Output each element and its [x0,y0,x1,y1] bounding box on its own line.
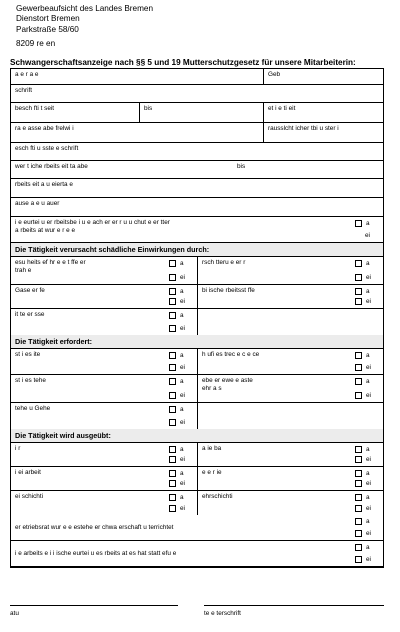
criterion-label: it te er sse [15,311,45,318]
field-work-area[interactable]: rbeits eit a u eierta e [15,181,73,188]
final-rows [11,515,383,567]
final-question: i e arbeits e i i ische eurtei u es rbeits at es hat statt efu e [15,549,177,557]
yes-no-options [353,491,383,515]
section-hazards: Die Tätigkeit verursacht schädliche Einwirkungen durch: [11,243,383,257]
option-nein[interactable]: ei [169,324,195,333]
pregnancy-notice-form [10,68,384,568]
criterion-cell [197,257,383,284]
checkbox[interactable] [169,298,176,305]
criterion-label: ehrschichti [202,493,233,500]
criterion-cell [11,491,197,515]
yes-no-options [167,257,197,284]
checkbox[interactable] [355,298,362,305]
row-employment [11,103,383,123]
field-due-date[interactable]: et i e ti eit [263,103,383,122]
checkbox[interactable] [169,419,176,426]
checkbox[interactable] [355,288,362,295]
option-ja[interactable]: a [169,377,195,386]
checkbox[interactable] [169,378,176,385]
option-nein[interactable]: ei [355,529,381,538]
option-nein[interactable]: ei [169,479,195,488]
row-work-area [11,179,383,198]
option-nein[interactable]: ei [355,479,381,488]
assessment-options [353,217,383,242]
checkbox[interactable] [169,456,176,463]
criterion-label: esu heits ef hr e e t ffe er trah e [15,259,86,274]
checkbox[interactable] [169,352,176,359]
option-nein[interactable]: ei [355,504,381,513]
final-question: er etriebsrat wur e e estehe er chwa erschaft u terrichtet [15,523,174,531]
option-ja[interactable]: a [169,493,195,502]
checkbox[interactable] [355,544,362,551]
criterion-label: bi ische rbeitsst ffe [202,287,255,294]
criterion-cell [11,285,197,308]
option-ja[interactable]: a [355,517,381,526]
yes-no-options [167,309,197,335]
yes-no-options [353,285,383,308]
option-nein[interactable]: ei [169,273,195,282]
criterion-label: rsch tteru e er r [202,259,246,266]
criterion-cell [197,285,383,308]
assessment-question: i e eurtei u er rbeitsbe i u e ach er er r u u chut e er tter a rbeits at wur e r e e [15,219,170,234]
row-address [11,85,383,103]
criterion-row [11,285,383,309]
date-line[interactable]: atu [10,605,178,617]
criterion-row [11,349,383,375]
checkbox[interactable] [169,470,176,477]
yes-no-options [353,349,383,374]
option-ja[interactable]: a [169,469,195,478]
checkbox[interactable] [169,480,176,487]
option-nein[interactable]: ei [355,297,381,306]
row-name [11,69,383,85]
option-nein[interactable]: ei [355,555,381,564]
row-work-hours [11,161,383,179]
option-ja[interactable]: a [355,287,381,296]
criterion-row [11,257,383,285]
criterion-label: h ufi es trec e c e ce [202,351,260,358]
yes-no-options [167,375,197,402]
field-expected-delivery[interactable]: rausslcht icher tbi u ster i [263,123,383,142]
criterion-cell [11,257,197,284]
option-ja[interactable]: a [169,287,195,296]
checkbox[interactable] [355,378,362,385]
yes-no-options [167,349,197,374]
checkbox[interactable] [169,260,176,267]
yes-no-options [353,375,383,402]
criterion-label: e e r ie [202,469,222,476]
yes-no-options [353,467,383,490]
section-requires: Die Tätigkeit erfordert: [11,335,383,349]
option-ja[interactable]: a [355,377,381,386]
criterion-cell [197,375,383,402]
field-address[interactable]: schrift [15,87,33,94]
checkbox[interactable] [355,260,362,267]
checkbox[interactable] [355,456,362,463]
field-employed-until[interactable]: bis [139,103,263,122]
criterion-label [198,403,383,429]
checkbox[interactable] [355,505,362,512]
option-nein[interactable]: ei [169,363,195,372]
yes-no-options [167,491,197,515]
checkbox[interactable] [169,274,176,281]
option-ja[interactable]: a [355,493,381,502]
criterion-label: ebe er ewe e aste ehr a s [202,377,253,392]
option-ja[interactable]: a [355,543,381,552]
criterion-cell [197,467,383,490]
criterion-cell [11,443,197,466]
assessment-row [11,217,383,243]
authority-name: Gewerbeaufsicht des Landes Bremen [16,4,153,13]
checkbox[interactable] [355,274,362,281]
option-nein[interactable]: ei [169,504,195,513]
checkbox[interactable] [169,494,176,501]
option-nein[interactable]: ei [355,455,381,464]
criterion-label: a ie ba [202,445,222,452]
criterion-cell [11,349,197,374]
checkbox[interactable] [169,406,176,413]
option-nein[interactable]: ei [355,363,381,372]
option-ja[interactable]: a [169,259,195,268]
criterion-cell [197,443,383,466]
option-ja[interactable]: a [169,445,195,454]
option-nein[interactable]: ei [169,455,195,464]
criterion-label: i ei arbeit [15,469,41,476]
yes-no-options [353,443,383,466]
yes-no-options [353,515,383,540]
checkbox[interactable] [169,364,176,371]
field-break[interactable]: ause a e u auer [15,200,60,207]
option-ja[interactable]: a [355,445,381,454]
option-ja[interactable]: a [355,259,381,268]
section-performed: Die Tätigkeit wird ausgeübt: [11,429,383,443]
yes-no-options [167,467,197,490]
option-nein[interactable]: ei [169,418,195,427]
criterion-label: st i es ite [15,351,41,358]
checkbox[interactable] [169,392,176,399]
option-nein[interactable]: ei [355,391,381,400]
criterion-row [11,403,383,429]
final-row [11,541,383,567]
option-ja[interactable]: a [355,351,381,360]
checkbox[interactable] [355,470,362,477]
form-title: Schwangerschaftsanzeige nach §§ 5 und 19 Mutterschutzgesetz für unsere Mitarbeiterin: [10,58,356,67]
final-row [11,515,383,541]
checkbox[interactable] [169,288,176,295]
criterion-label [198,309,383,335]
criterion-cell [11,467,197,490]
field-weekly-hours[interactable]: wer t iche rbeits eit ta abe [15,163,88,170]
hazards-list [11,257,383,335]
criterion-label: ei schichti [15,493,44,500]
option-ja[interactable]: a [169,311,195,320]
criterion-cell [197,491,383,515]
option-nein[interactable]: ei [365,232,370,239]
checkbox[interactable] [355,446,362,453]
criterion-label: tehe u Gehe [15,405,51,412]
criterion-cell [197,309,383,335]
criterion-label: Gase er fe [15,287,45,294]
checkbox[interactable] [355,480,362,487]
criterion-cell [11,375,197,402]
checkbox[interactable] [355,392,362,399]
checkbox[interactable] [355,220,362,227]
row-employer [11,143,383,161]
performed-list [11,443,383,515]
criterion-row [11,309,383,335]
checkbox[interactable] [355,494,362,501]
criterion-label: st i es tehe [15,377,46,384]
street-address: Parkstraße 58/60 [16,24,79,34]
checkbox[interactable] [355,556,362,563]
criterion-row [11,375,383,403]
checkbox[interactable] [169,505,176,512]
yes-no-options [167,403,197,429]
checkbox[interactable] [169,446,176,453]
office-name: Dienstort Bremen [16,14,80,24]
checkbox[interactable] [169,312,176,319]
postal-city: 8209 re en [16,39,56,49]
requires-list [11,349,383,429]
yes-no-options [167,285,197,308]
option-ja[interactable]: a [169,351,195,360]
criterion-cell [11,403,197,429]
field-employed-since[interactable]: besch fti t seit [15,105,55,112]
yes-no-options [353,257,383,284]
signature-line[interactable]: te e terschrift [204,605,384,617]
option-nein[interactable]: ei [169,391,195,400]
authority-header [16,4,153,50]
criterion-cell [11,309,197,335]
checkbox[interactable] [355,530,362,537]
checkbox[interactable] [355,518,362,525]
option-nein[interactable]: ei [169,297,195,306]
yes-no-options [353,541,383,566]
criterion-row [11,443,383,467]
option-ja[interactable]: a [355,219,381,228]
field-birthdate[interactable]: Geb [263,69,383,84]
option-nein[interactable]: ei [355,273,381,282]
criterion-row [11,467,383,491]
option-ja[interactable]: a [169,405,195,414]
field-name[interactable]: a e r a e [15,71,39,78]
checkbox[interactable] [355,352,362,359]
field-health-insurance[interactable]: ra e asse abe frelwi i [15,125,74,132]
criterion-cell [197,403,383,429]
checkbox[interactable] [355,364,362,371]
row-break [11,198,383,217]
row-insurance [11,123,383,143]
criterion-row [11,491,383,515]
checkbox[interactable] [169,325,176,332]
field-employer-address[interactable]: esch fti u sste e schrift [15,145,79,152]
criterion-cell [197,349,383,374]
option-ja[interactable]: a [355,469,381,478]
criterion-label: i r [15,445,21,452]
yes-no-options [167,443,197,466]
field-weekly-hours-until[interactable]: bis [237,163,246,170]
